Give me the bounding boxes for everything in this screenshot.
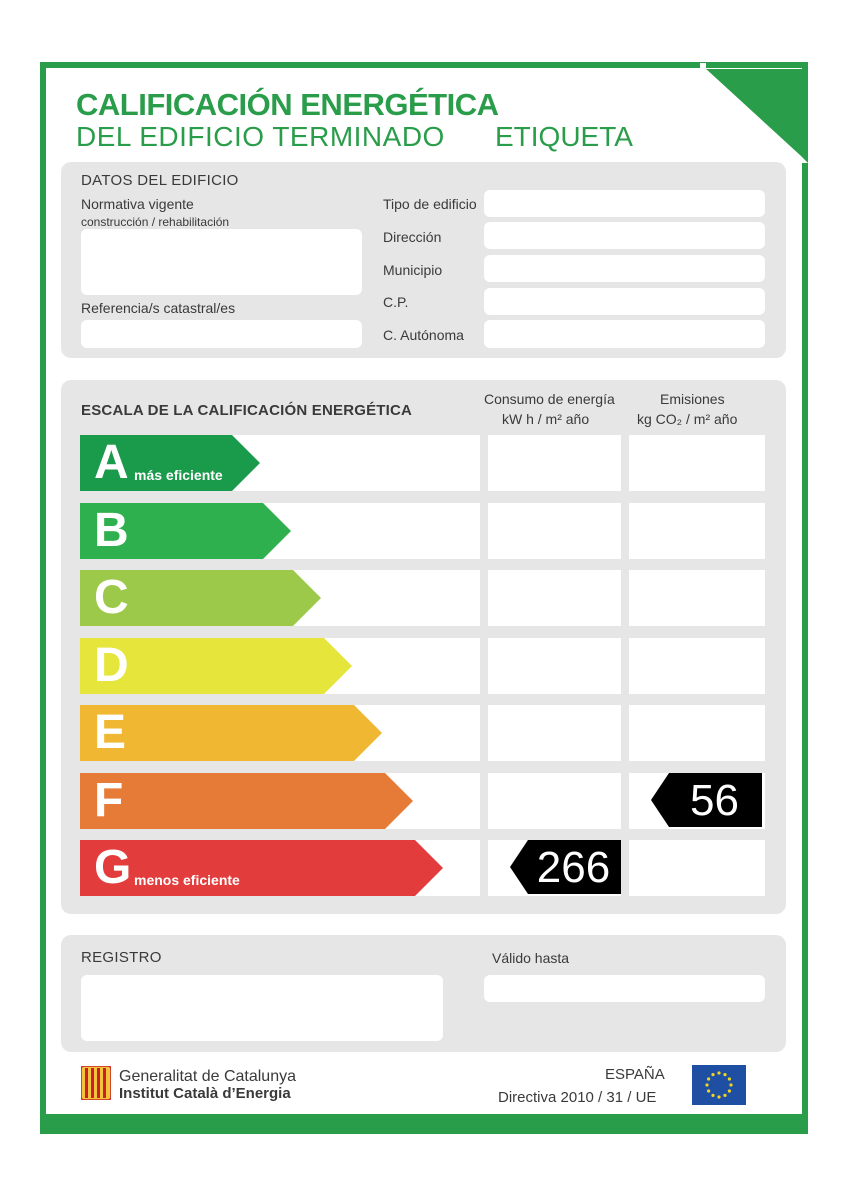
municipality-field[interactable]: [484, 255, 765, 282]
consumption-cell-a: [488, 435, 621, 491]
emissions-header-2: kg CO₂ / m² año: [637, 411, 738, 427]
class-arrow-g: [80, 840, 443, 896]
class-letter-f: F: [94, 774, 124, 827]
emissions-header-1: Emisiones: [660, 391, 725, 407]
eu-flag-icon: [692, 1065, 746, 1105]
consumption-header-1: Consumo de energía: [484, 391, 615, 407]
consumption-cell-d: [488, 638, 621, 694]
regulation-field[interactable]: [81, 229, 362, 295]
emissions-cell-g: [629, 840, 765, 896]
class-arrow-shape-f: [80, 773, 413, 829]
regulation-sublabel: construcción / rehabilitación: [81, 215, 230, 229]
class-arrow-c: [80, 570, 321, 626]
postal-code-field[interactable]: [484, 288, 765, 315]
consumption-rating-badge: [510, 840, 621, 894]
corner-fold: [700, 63, 808, 163]
generalitat-logo: [81, 1066, 111, 1100]
consumption-cell-b: [488, 503, 621, 559]
valid-until-field[interactable]: [484, 975, 765, 1002]
class-letter-d: D: [94, 639, 129, 692]
consumption-cell-f: [488, 773, 621, 829]
country-label: ESPAÑA: [605, 1066, 665, 1083]
class-letter-a: A: [94, 436, 129, 489]
class-arrow-e: [80, 705, 382, 761]
class-sublabel-g: menos eficiente: [134, 872, 240, 888]
consumption-cell-e: [488, 705, 621, 761]
cadastral-field[interactable]: [81, 320, 362, 348]
label-type: ETIQUETA: [495, 121, 633, 152]
class-arrow-d: [80, 638, 352, 694]
title-line-1: CALIFICACIÓN ENERGÉTICA: [76, 87, 499, 122]
region-field[interactable]: [484, 320, 765, 348]
class-arrow-f: [80, 773, 413, 829]
building-type-field[interactable]: [484, 190, 765, 217]
energy-scale-title: ESCALA DE LA CALIFICACIÓN ENERGÉTICA: [81, 402, 413, 419]
valid-until-label: Válido hasta: [492, 950, 570, 966]
consumption-cell-c: [488, 570, 621, 626]
building-type-label: Tipo de edificio: [383, 196, 477, 212]
building-data-title: DATOS DEL EDIFICIO: [81, 172, 239, 189]
address-field[interactable]: [484, 222, 765, 249]
class-letter-b: B: [94, 504, 129, 557]
class-sublabel-a: más eficiente: [134, 467, 223, 483]
emissions-cell-b: [629, 503, 765, 559]
directive-label: Directiva 2010 / 31 / UE: [498, 1089, 657, 1106]
registry-label: REGISTRO: [81, 949, 162, 966]
emissions-cell-a: [629, 435, 765, 491]
title-line-2: DEL EDIFICIO TERMINADO: [76, 121, 445, 152]
region-label: C. Autónoma: [383, 327, 464, 343]
registry-field[interactable]: [81, 975, 443, 1041]
emissions-cell-e: [629, 705, 765, 761]
municipality-label: Municipio: [383, 262, 443, 278]
emissions-cell-d: [629, 638, 765, 694]
class-letter-g: G: [94, 841, 132, 894]
consumption-header-2: kW h / m² año: [502, 411, 590, 427]
class-letter-e: E: [94, 706, 127, 759]
org-name-2: Institut Català d’Energia: [119, 1085, 291, 1102]
class-arrow-a: [80, 435, 260, 491]
consumption-rating-value: 266: [536, 843, 611, 892]
class-letter-c: C: [94, 571, 129, 624]
org-name-1: Generalitat de Catalunya: [119, 1068, 296, 1085]
emissions-cell-c: [629, 570, 765, 626]
address-label: Dirección: [383, 229, 442, 245]
emissions-rating-value: 56: [690, 776, 739, 825]
emissions-rating-badge: [651, 773, 762, 827]
postal-code-label: C.P.: [383, 294, 409, 310]
class-arrow-b: [80, 503, 291, 559]
regulation-label: Normativa vigente: [81, 196, 194, 212]
cadastral-label: Referencia/s catastral/es: [81, 300, 236, 316]
